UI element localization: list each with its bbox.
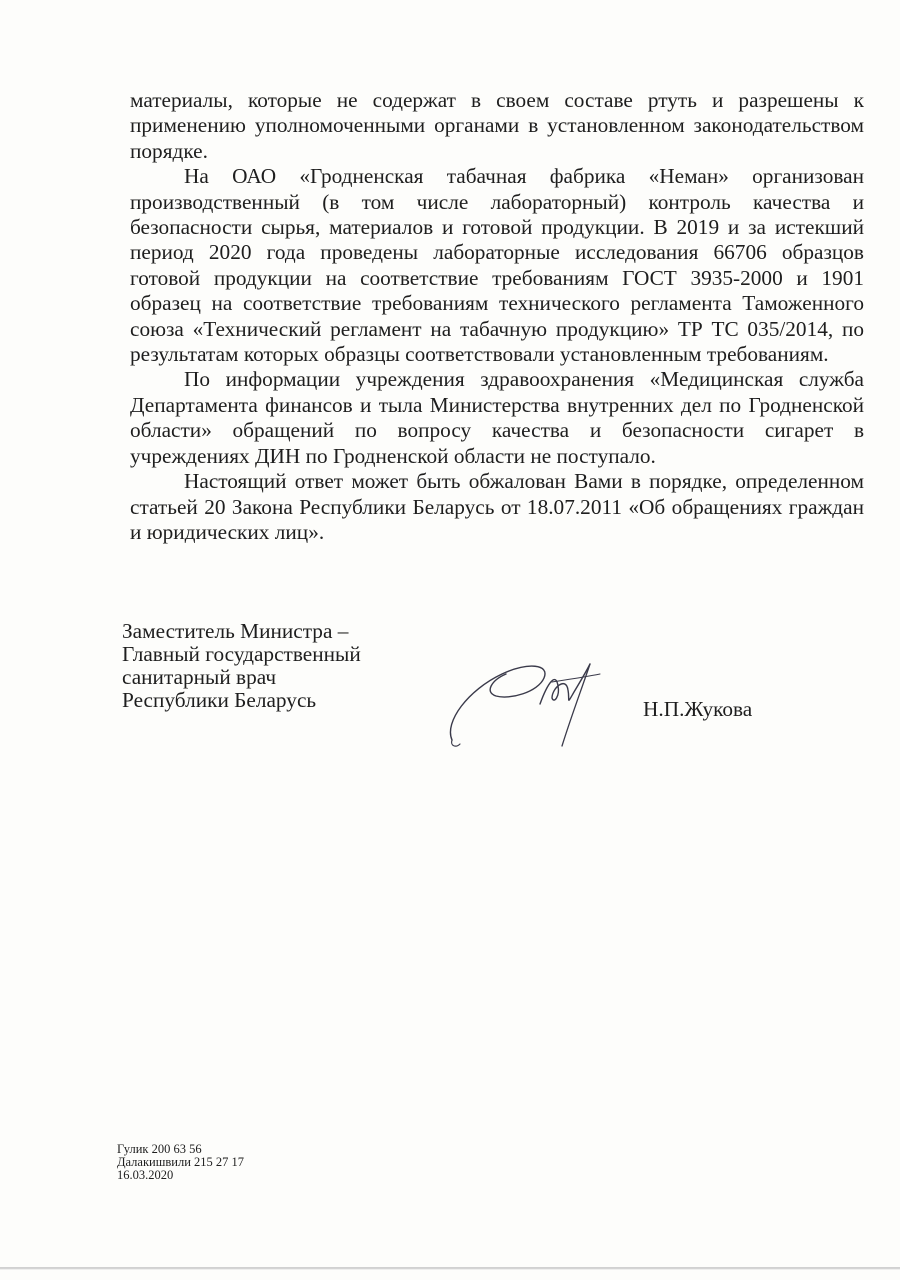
footer-date: 16.03.2020 bbox=[117, 1168, 174, 1182]
position-line: Главный государственный bbox=[122, 642, 361, 666]
scan-bottom-edge bbox=[0, 1267, 900, 1280]
signer-name: Н.П.Жукова bbox=[643, 697, 753, 721]
position-line: Заместитель Министра – bbox=[122, 619, 349, 643]
contact-line: Гулик 200 63 56 bbox=[117, 1142, 202, 1156]
contact-line: Далакишвили 215 27 17 bbox=[117, 1155, 245, 1169]
position-line: Республики Беларусь bbox=[122, 688, 317, 712]
paragraph-appeal-notice: Настоящий ответ может быть обжалован Вами в порядке, определенном статьей 20 Закона Республики Беларусь от 18.07.2011 «Об обращениях граждан и юридических лиц». bbox=[130, 469, 864, 544]
paragraph-production-control: На ОАО «Гродненская табачная фабрика «Неман» организован производственный (в том числе лабораторный) контроль качества и безопасности сырья, материалов и готовой продукции. В 2019 и за истекший период 2020 года проведены лабораторные исследования 66706 образцов готовой продукции на соответствие требованиям ГОСТ 3935-2000 и 1901 образец на соответствие требованиям технического регламента Таможенного союза «Технический регламент на табачную продукцию» ТР ТС 035/2014, по результатам которых образцы соответствовали установленным требованиям. bbox=[130, 164, 864, 367]
paragraph-medical-service-info: По информации учреждения здравоохранения «Медицинская служба Департамента финансов и тыла Министерства внутренних дел по Гродненской области» обращений по вопросу качества и безопасности сигарет в учреждениях ДИН по Гродненской области не поступало. bbox=[130, 367, 864, 468]
handwritten-signature bbox=[440, 652, 640, 752]
letter-body bbox=[130, 88, 864, 545]
position-line: санитарный врач bbox=[122, 665, 277, 689]
paragraph-continuation: материалы, которые не содержат в своем составе ртуть и разрешены к применению уполномоченными органами в установленном законодательством порядке. bbox=[130, 88, 864, 163]
signatory-position bbox=[122, 620, 361, 712]
executor-contacts bbox=[117, 1143, 244, 1182]
